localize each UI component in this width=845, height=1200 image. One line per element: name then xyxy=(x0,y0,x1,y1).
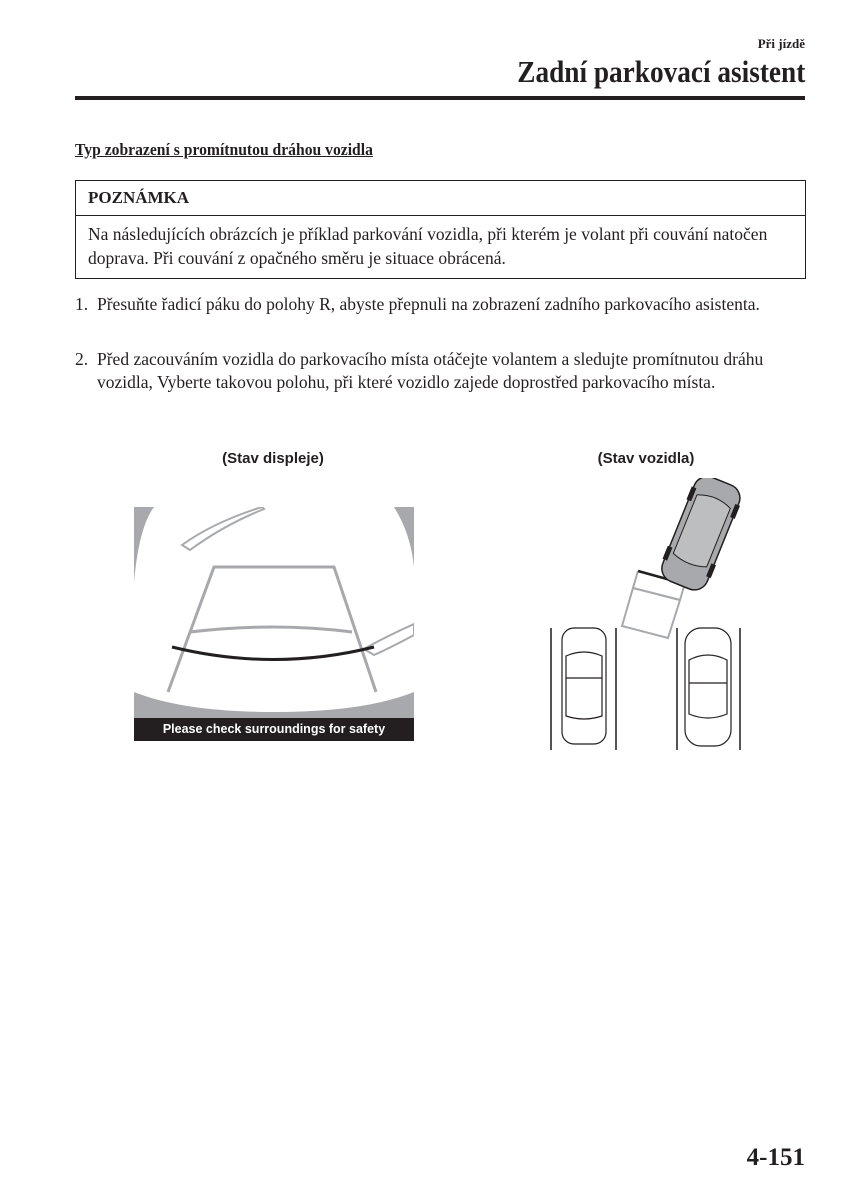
display-caption: (Stav displeje) xyxy=(222,450,324,467)
vehicle-illustration xyxy=(540,478,750,753)
reversing-car xyxy=(656,478,746,595)
parked-car-left xyxy=(562,628,606,744)
vehicle-caption: (Stav vozidla) xyxy=(597,450,695,467)
page-number: 4-151 xyxy=(746,1144,805,1171)
step-number: 2. xyxy=(75,349,89,369)
rear-camera-view xyxy=(134,507,414,741)
step-2 xyxy=(75,348,810,394)
step-text: Přesuňte řadicí páku do polohy R, abyste přepnuli na zobrazení zadního parkovacího asistenta. xyxy=(97,294,760,314)
section-label: Při jízdě xyxy=(757,36,805,51)
subheading: Typ zobrazení s promítnutou dráhou vozidla xyxy=(75,140,373,159)
display-safety-message: Please check surroundings for safety xyxy=(134,718,414,741)
step-text: Před zacouváním vozidla do parkovacího místa otáčejte volantem a sledujte promítnutou dráhu vozidla, Vyberte takovou polohu, při které vozidlo zajede doprostřed parkovacího místa. xyxy=(97,349,764,392)
title-rule xyxy=(75,96,805,100)
note-text: Na následujících obrázcích je příklad parkování vozidla, při kterém je volant při couvání natočen doprava. Při couvání z opačného směru je situace obrácená. xyxy=(88,224,768,268)
step-1 xyxy=(75,293,810,316)
display-illustration xyxy=(134,507,414,741)
note-box xyxy=(75,180,806,279)
page-title: Zadní parkovací asistent xyxy=(516,54,805,89)
step-number: 1. xyxy=(75,294,89,314)
parking-diagram xyxy=(540,478,750,753)
parked-car-right xyxy=(685,628,731,746)
note-title: POZNÁMKA xyxy=(76,181,805,216)
